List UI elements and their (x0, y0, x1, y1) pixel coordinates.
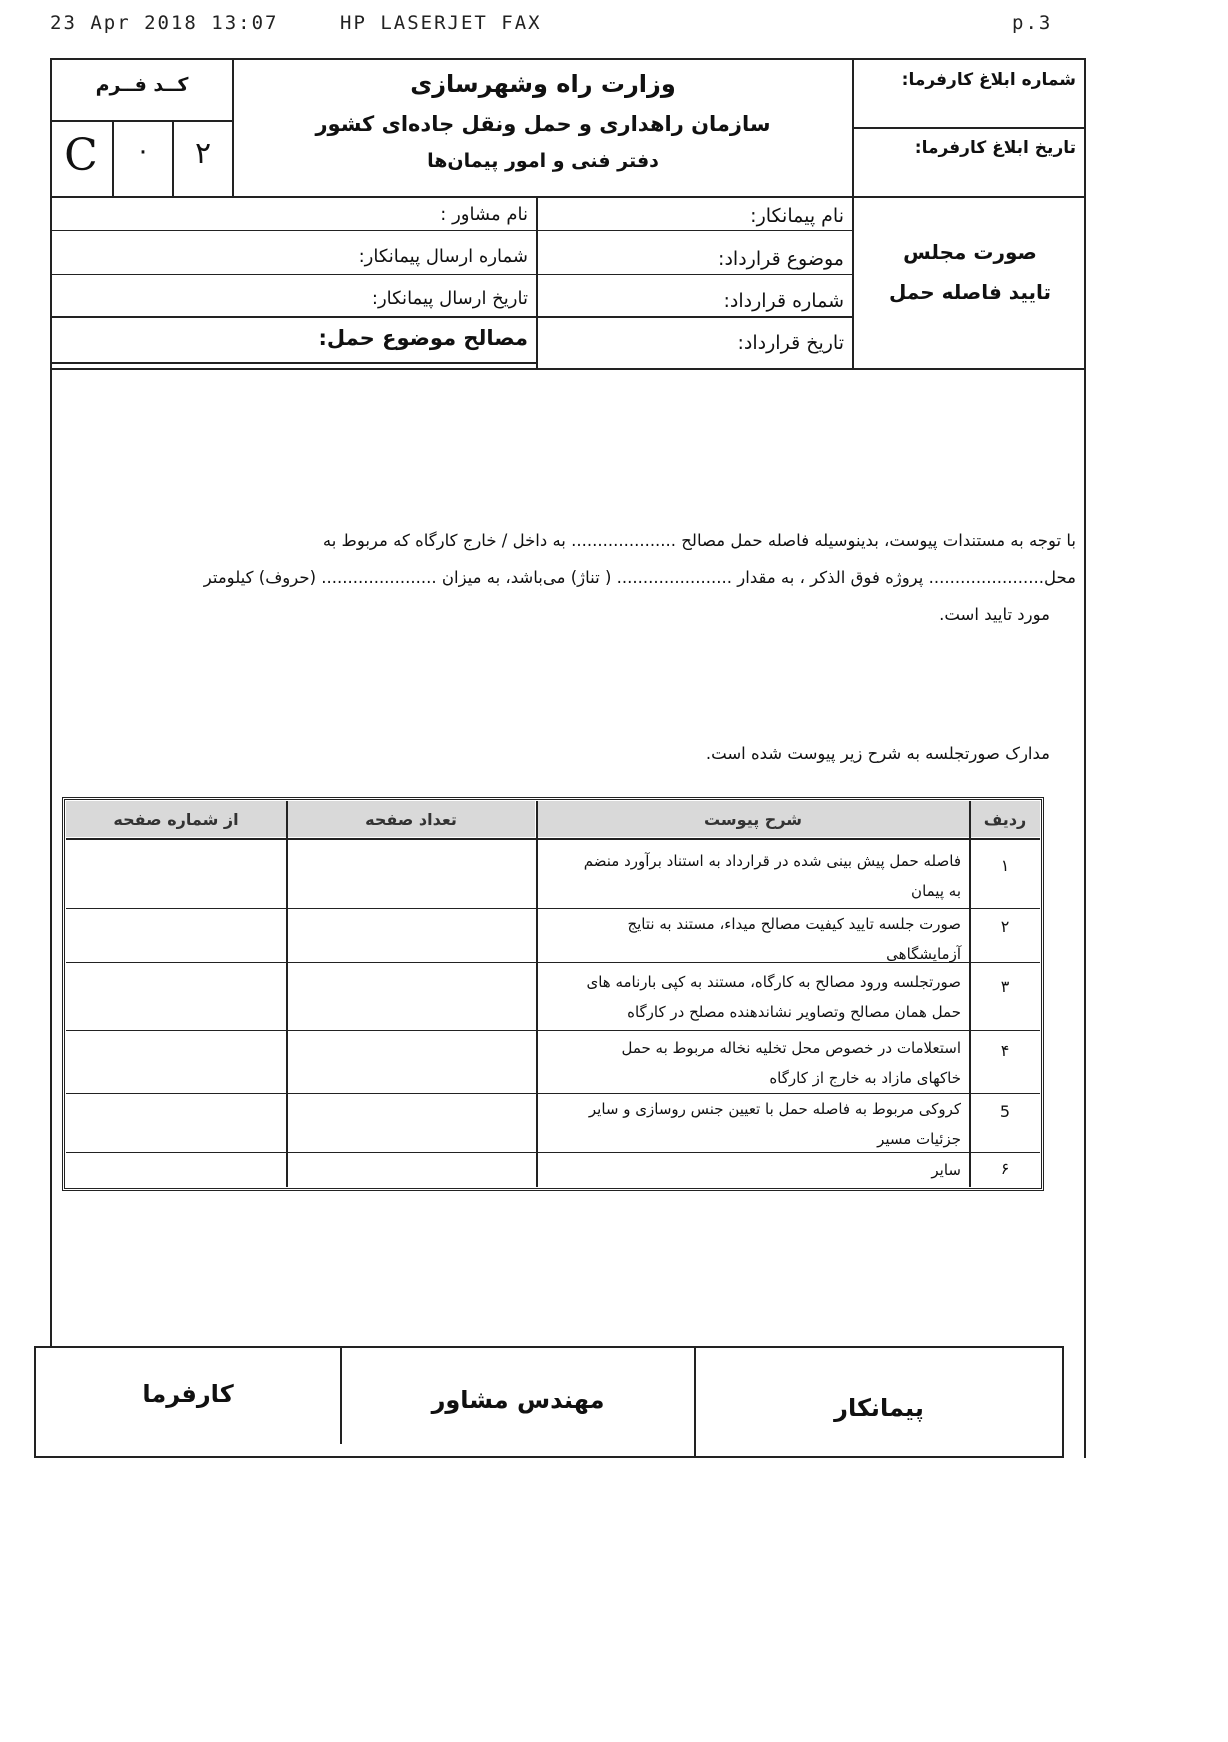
row-number: ۳ (1000, 977, 1010, 996)
th-from-page: از شماره صفحه (66, 801, 286, 837)
signature-consultant-engineer: مهندس مشاور (431, 1386, 605, 1414)
form-code-0: ۰ (136, 136, 150, 166)
table-row (538, 1094, 1040, 1152)
form-code-2: ۲ (194, 136, 212, 171)
employer-notice-number-label: شماره ابلاغ کارفرما: (901, 70, 1076, 90)
th-description: شرح پیوست (537, 801, 969, 837)
office-title: دفتر فنی و امور پیمان‌ها (427, 150, 659, 172)
attachments-note: مدارک صورتجلسه به شرح زیر پیوست شده است. (705, 744, 1050, 763)
row-number: ۱ (1000, 856, 1010, 875)
body-line1: با توجه به مستندات پیوست، بدینوسیله فاصله حمل مصالح .................... به داخل / خارج کارگاه که مربوط به (322, 531, 1076, 550)
row-number: ۴ (1000, 1041, 1010, 1060)
form-title-line2: تایید فاصله حمل (888, 280, 1052, 304)
table-row (538, 963, 1040, 1030)
contractor-name-label: نام پیمانکار: (750, 205, 844, 227)
employer-notice-date-label: تاریخ ابلاغ کارفرما: (914, 138, 1076, 158)
row-description: صورت جلسه تایید کیفیت مصالح میداء، مستند به نتایج آزمایشگاهی (627, 915, 961, 963)
form-code-c: C (64, 130, 98, 181)
contract-subject-label: موضوع قرارداد: (718, 248, 844, 270)
contractor-send-number-label: شماره ارسال پیمانکار: (358, 246, 528, 267)
form-code-label: کــد فــرم (95, 74, 189, 96)
contract-number-label: شماره قرارداد: (723, 290, 844, 312)
organization-title: سازمان راهداری و حمل ونقل جاده‌ای کشور (315, 112, 771, 136)
row-number: ۶ (1000, 1159, 1010, 1178)
body-line3: مورد تایید است. (939, 605, 1050, 624)
contractor-send-date-label: تاریخ ارسال پیمانکار: (371, 288, 528, 309)
ministry-title: وزارت راه وشهرسازی (410, 70, 676, 98)
row-description: فاصله حمل پیش بینی شده در قرارداد به استناد برآورد منضم به پیمان (583, 852, 961, 900)
row-description: کروکی مربوط به فاصله حمل با تعیین جنس روسازی و سایر جزئیات مسیر (588, 1100, 961, 1148)
consultant-name-label: نام مشاور : (440, 204, 528, 225)
table-row (538, 1031, 1040, 1093)
table-row (538, 842, 1040, 908)
th-page-count: تعداد صفحه (287, 801, 535, 837)
body-line2: محل...................... پروژه فوق الذکر ، به مقدار ...................... ( تناژ) می‌باشد، به میزان ...................... (حروف) کیلومتر (203, 568, 1076, 587)
row-description: صورتجلسه ورود مصالح به کارگاه، مستند به کپی بارنامه های حمل همان مصالح وتصاویر نشاندهنده مصلح در کارگاه (586, 973, 961, 1021)
fax-page: p.3 (1012, 12, 1053, 34)
signature-contractor: پیمانکار (834, 1394, 924, 1422)
form-title-line1: صورت مجلس (903, 240, 1037, 264)
th-row: ردیف (970, 801, 1040, 837)
row-number: ۲ (1000, 917, 1010, 936)
fax-device: HP LASERJET FAX (340, 12, 542, 34)
signature-employer: کارفرما (142, 1380, 234, 1408)
row-description: سایر (931, 1161, 961, 1179)
row-description: استعلامات در خصوص محل تخلیه نخاله مربوط به حمل خاکهای مازاد به خارج از کارگاه (621, 1039, 961, 1087)
table-row (538, 1153, 1040, 1187)
materials-label: مصالح موضوع حمل: (318, 326, 528, 350)
row-number: 5 (999, 1102, 1011, 1121)
fax-datetime: 23 Apr 2018 13:07 (50, 12, 279, 34)
table-row (538, 909, 1040, 962)
contract-date-label: تاریخ قرارداد: (737, 332, 844, 354)
